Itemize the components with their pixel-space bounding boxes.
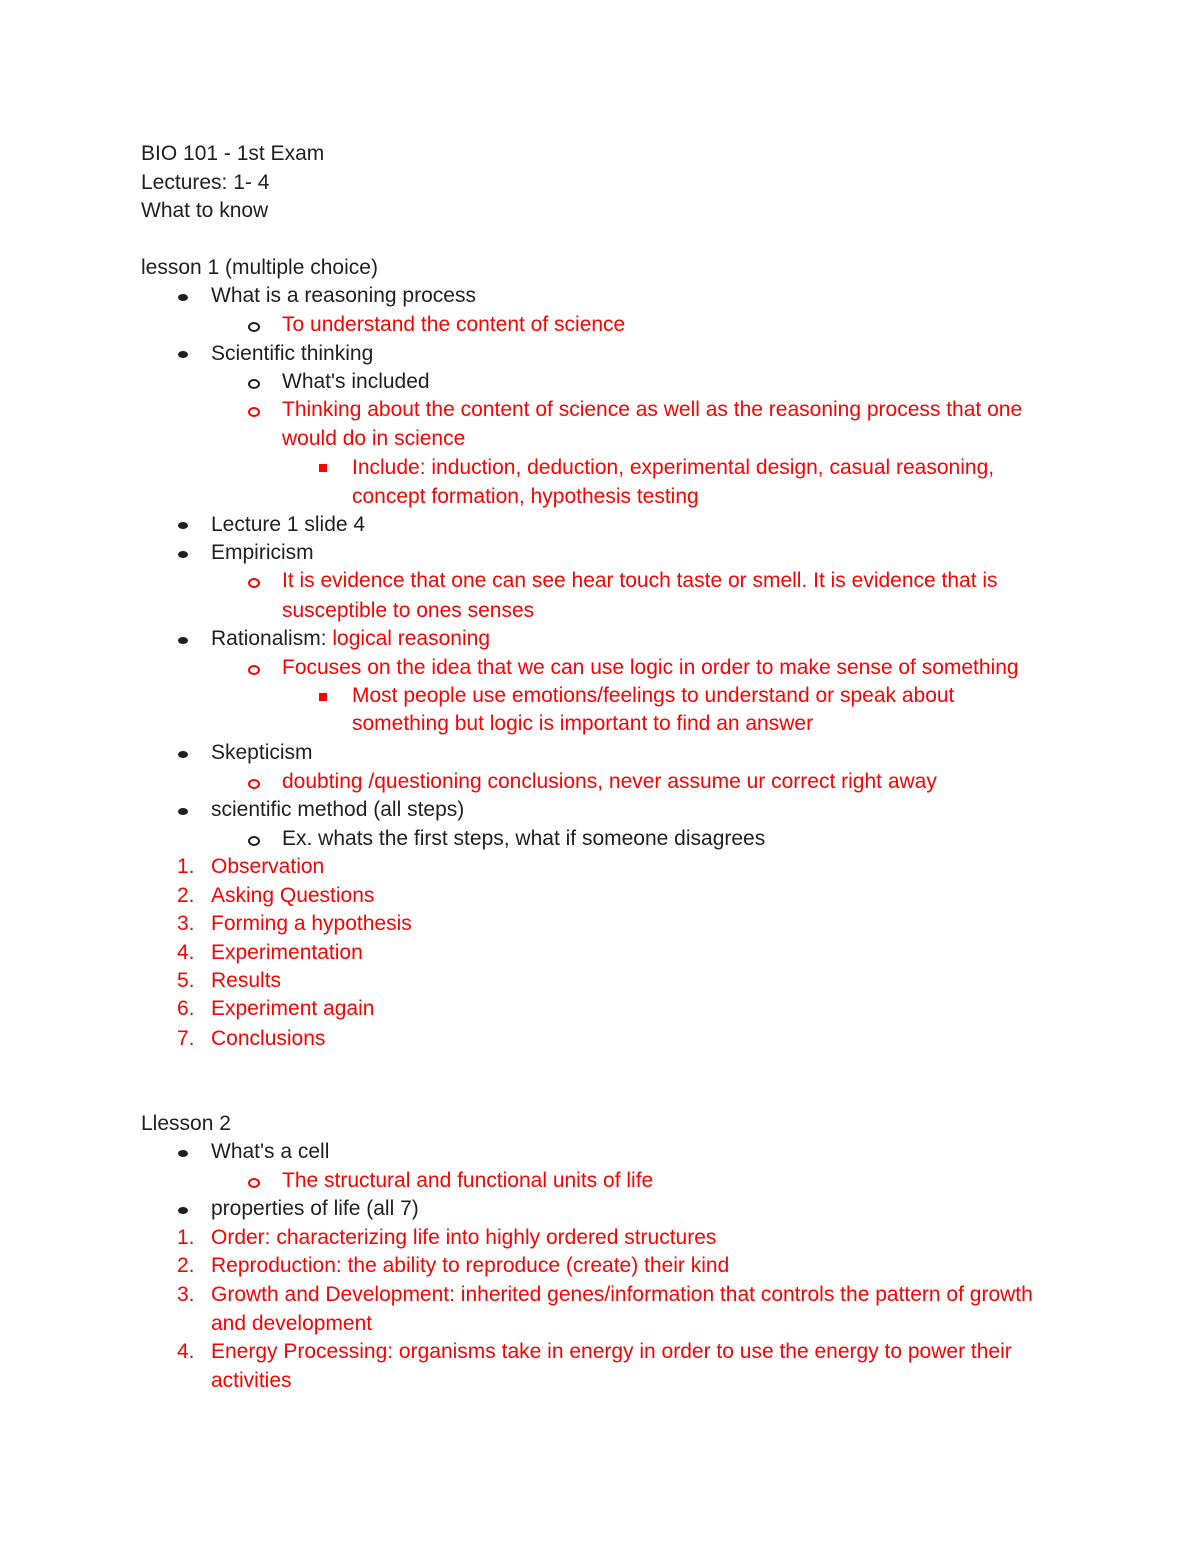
answer-text: doubting /questioning conclusions, never assume ur correct right away [282, 770, 937, 793]
list-item: Observation [211, 855, 325, 878]
list-item: properties of life (all 7) [211, 1197, 419, 1220]
list-number: 1. [177, 1226, 195, 1249]
answer-text: Include: induction, deduction, experimental design, casual reasoning, [352, 456, 995, 479]
bullet-circle-icon [248, 836, 260, 846]
lesson2-heading: Llesson 2 [141, 1112, 231, 1135]
list-item [211, 625, 490, 653]
answer-text: concept formation, hypothesis testing [352, 485, 699, 508]
list-number: 4. [177, 941, 195, 964]
list-number: 3. [177, 912, 195, 935]
answer-text: Focuses on the idea that we can use logic in order to make sense of something [282, 656, 1019, 679]
list-number: 6. [177, 997, 195, 1020]
lesson1-heading: lesson 1 (multiple choice) [141, 256, 378, 279]
list-item: Skepticism [211, 741, 313, 764]
answer-text: The structural and functional units of life [282, 1169, 654, 1192]
doc-title: BIO 101 - 1st Exam [141, 142, 325, 165]
list-item: Asking Questions [211, 884, 375, 907]
list-item: Reproduction: the ability to reproduce (create) their kind [211, 1254, 730, 1277]
bullet-dot-icon [178, 1150, 188, 1157]
answer-text: It is evidence that one can see hear touch taste or smell. It is evidence that is [282, 569, 998, 592]
answer-text: To understand the content of science [282, 313, 626, 336]
list-item: Order: characterizing life into highly ordered structures [211, 1226, 717, 1249]
answer-text: something but logic is important to find an answer [352, 712, 814, 735]
list-item: Scientific thinking [211, 342, 374, 365]
list-item-continued: activities [211, 1369, 292, 1392]
list-item: Conclusions [211, 1027, 326, 1050]
rationalism-label: Rationalism: [211, 627, 333, 650]
what-to-know: What to know [141, 199, 269, 222]
bullet-dot-icon [178, 551, 188, 558]
bullet-square-icon [319, 693, 327, 701]
bullet-square-icon [319, 464, 327, 472]
list-item: Energy Processing: organisms take in energy in order to use the energy to power their [211, 1340, 1012, 1363]
list-number: 7. [177, 1027, 195, 1050]
bullet-dot-icon [178, 294, 188, 301]
bullet-dot-icon [178, 351, 188, 358]
list-item: Lecture 1 slide 4 [211, 513, 366, 536]
list-item: Experiment again [211, 997, 375, 1020]
bullet-dot-icon [178, 808, 188, 815]
list-number: 2. [177, 884, 195, 907]
list-item-continued: and development [211, 1312, 373, 1335]
rationalism-definition: logical reasoning [332, 627, 490, 650]
bullet-circle-icon [248, 379, 260, 389]
list-number: 5. [177, 969, 195, 992]
bullet-circle-icon [248, 578, 260, 588]
list-item: Empiricism [211, 541, 314, 564]
bullet-circle-icon [248, 665, 260, 675]
list-item: scientific method (all steps) [211, 798, 465, 821]
bullet-circle-icon [248, 779, 260, 789]
bullet-circle-icon [248, 407, 260, 417]
list-item: Forming a hypothesis [211, 912, 412, 935]
list-item: Ex. whats the first steps, what if someone disagrees [282, 827, 766, 850]
answer-text: Thinking about the content of science as well as the reasoning process that one [282, 398, 1023, 421]
bullet-dot-icon [178, 751, 188, 758]
list-item: What is a reasoning process [211, 284, 476, 307]
bullet-circle-icon [248, 322, 260, 332]
bullet-dot-icon [178, 522, 188, 529]
answer-text: Most people use emotions/feelings to understand or speak about [352, 684, 955, 707]
list-number: 2. [177, 1254, 195, 1277]
list-item: Growth and Development: inherited genes/information that controls the pattern of growth [211, 1283, 1033, 1306]
lectures-line: Lectures: 1- 4 [141, 171, 270, 194]
answer-text: susceptible to ones senses [282, 599, 535, 622]
list-item: Experimentation [211, 941, 363, 964]
bullet-circle-icon [248, 1178, 260, 1188]
bullet-dot-icon [178, 637, 188, 644]
list-item: What's included [282, 370, 430, 393]
list-item: What's a cell [211, 1140, 330, 1163]
bullet-dot-icon [178, 1207, 188, 1214]
list-number: 4. [177, 1340, 195, 1363]
list-item: Results [211, 969, 282, 992]
list-number: 1. [177, 855, 195, 878]
list-number: 3. [177, 1283, 195, 1306]
answer-text: would do in science [282, 427, 466, 450]
